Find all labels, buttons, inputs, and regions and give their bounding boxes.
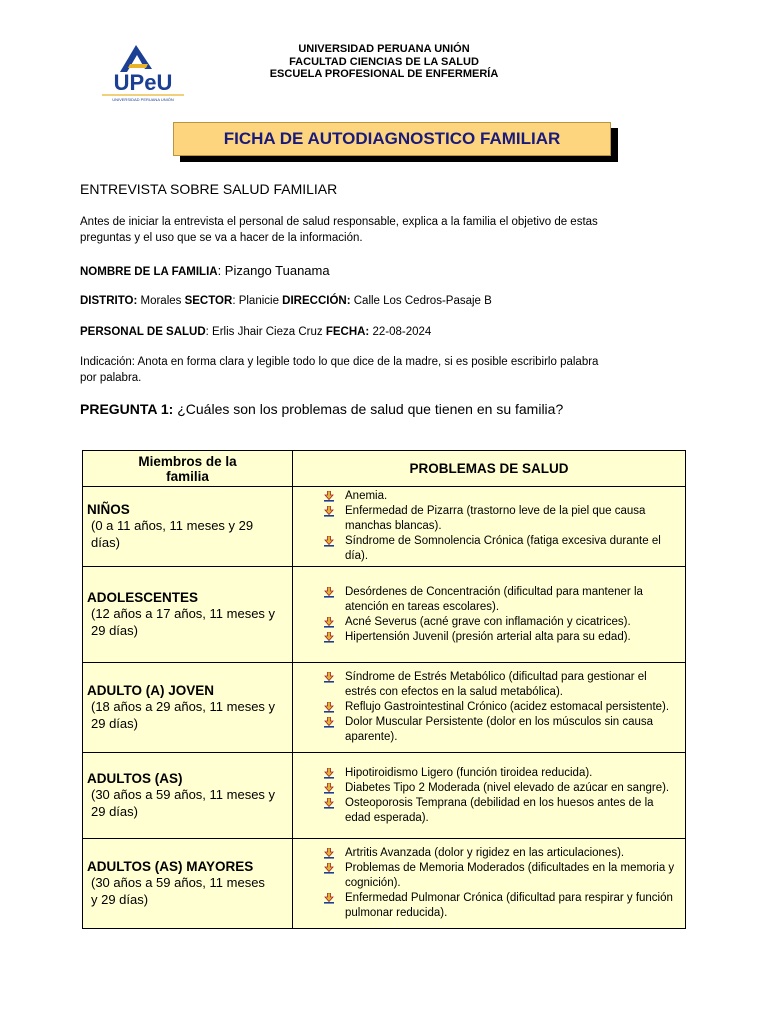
table-row: [83, 663, 686, 753]
down-arrow-bullet-icon: [323, 702, 335, 713]
problem-text: Anemia.: [345, 490, 388, 502]
problem-item: [323, 766, 681, 781]
sector-value: : Planicie: [232, 295, 283, 307]
table-row: [83, 567, 686, 663]
problem-text: Enfermedad de Pizarra (trastorno leve de la piel que causa manchas blancas).: [345, 505, 646, 532]
question-text: ¿Cuáles son los problemas de salud que tienen en su familia?: [173, 401, 564, 417]
health-staff-value: : Erlis Jhair Cieza Cruz: [205, 326, 326, 338]
down-arrow-bullet-icon: [323, 617, 335, 628]
university-header: [230, 43, 538, 81]
district-value: Morales: [137, 295, 185, 307]
location-field: [80, 295, 492, 307]
problem-item: [323, 715, 681, 745]
members-header-line-2: familia: [166, 468, 209, 484]
problems-list: [323, 489, 681, 564]
table-header-row: [83, 451, 686, 487]
member-age-range-line-2: 29 días): [91, 804, 138, 819]
member-age-range-line-1: (30 años a 59 años, 11 meses y: [91, 787, 276, 802]
problem-item: [323, 861, 681, 891]
down-arrow-bullet-icon: [323, 893, 335, 904]
faculty-name: FACULTAD CIENCIAS DE LA SALUD: [289, 55, 479, 68]
document-title: FICHA DE AUTODIAGNOSTICO FAMILIAR: [173, 122, 611, 156]
problem-text: Problemas de Memoria Moderados (dificultades en la memoria y cognición).: [345, 862, 675, 889]
question-label: PREGUNTA 1:: [80, 401, 174, 417]
university-name: UNIVERSIDAD PERUANA UNIÓN: [298, 43, 470, 55]
problem-text: Hipotiroidismo Ligero (función tiroidea reducida).: [345, 766, 593, 779]
problem-text: Desórdenes de Concentración (dificultad para mantener la atención en tareas escolares).: [345, 585, 643, 613]
member-age-range-line-1: (18 años a 29 años, 11 meses y: [91, 699, 276, 714]
member-group-name: ADOLESCENTES: [87, 590, 199, 605]
intro-line-2: preguntas y el uso que se va a hacer de la información.: [80, 231, 363, 244]
down-arrow-bullet-icon: [323, 587, 335, 598]
problem-item: [323, 670, 681, 700]
date-value: 22-08-2024: [369, 326, 432, 338]
table-row: [83, 487, 686, 567]
problem-item: [323, 534, 681, 564]
problem-text: Hipertensión Juvenil (presión arterial alta para su edad).: [345, 630, 631, 643]
member-cell: [83, 567, 293, 663]
member-age-range-line-1: (12 años a 17 años, 11 meses y: [91, 606, 276, 621]
member-cell: [83, 663, 293, 753]
member-group-name: ADULTOS (AS): [87, 771, 183, 786]
problems-list: [323, 585, 681, 645]
members-column-header: [83, 451, 293, 487]
down-arrow-bullet-icon: [323, 798, 335, 809]
table-row: [83, 839, 686, 929]
members-header-line-1: Miembros de la: [138, 453, 237, 469]
member-group-name: NIÑOS: [87, 502, 130, 517]
member-age-range-line-2: días): [91, 535, 120, 550]
health-staff-field: [80, 326, 431, 338]
member-cell: [83, 753, 293, 839]
member-age-range-line-1: (0 a 11 años, 11 meses y 29: [91, 518, 254, 533]
problem-item: [323, 700, 681, 715]
member-age-range-line-1: (30 años a 59 años, 11 meses: [91, 875, 265, 890]
family-name-field: [80, 263, 330, 278]
problems-list: [323, 670, 681, 745]
problem-item: [323, 630, 681, 645]
problem-item: [323, 489, 681, 504]
down-arrow-bullet-icon: [323, 768, 335, 779]
down-arrow-bullet-icon: [323, 632, 335, 643]
problem-text: Osteoporosis Temprana (debilidad en los huesos antes de la edad esperada).: [345, 796, 654, 824]
date-label: FECHA:: [325, 326, 370, 338]
address-value: Calle Los Cedros-Pasaje B: [350, 295, 492, 307]
health-staff-label: PERSONAL DE SALUD: [80, 326, 206, 338]
problem-text: Reflujo Gastrointestinal Crónico (acidez estomacal persistente).: [345, 701, 670, 713]
down-arrow-bullet-icon: [323, 863, 335, 874]
problems-list: [323, 846, 681, 921]
member-age-range-line-2: 29 días): [91, 623, 138, 638]
member-cell: [83, 487, 293, 567]
down-arrow-bullet-icon: [323, 506, 335, 517]
problems-column-header: PROBLEMAS DE SALUD: [293, 451, 686, 487]
family-name-value: : Pizango Tuanama: [217, 263, 330, 278]
problem-item: [323, 891, 681, 921]
problems-cell: [293, 567, 686, 663]
problem-item: [323, 504, 681, 534]
intro-paragraph: [80, 215, 680, 246]
problem-text: Síndrome de Estrés Metabólico (dificultad para gestionar el estrés con efectos en la salud metabólica).: [345, 671, 647, 698]
down-arrow-bullet-icon: [323, 491, 335, 502]
member-group-name: ADULTO (A) JOVEN: [87, 683, 215, 698]
down-arrow-bullet-icon: [323, 717, 335, 728]
problems-cell: [293, 663, 686, 753]
member-group-name: ADULTOS (AS) MAYORES: [87, 859, 254, 874]
down-arrow-bullet-icon: [323, 848, 335, 859]
problem-item: [323, 796, 681, 826]
problem-text: Artritis Avanzada (dolor y rigidez en las articulaciones).: [345, 847, 625, 859]
problems-cell: [293, 839, 686, 929]
address-label: DIRECCIÓN:: [282, 295, 351, 307]
health-problems-table: [82, 450, 686, 929]
problem-item: [323, 615, 681, 630]
problems-cell: [293, 753, 686, 839]
table-row: [83, 753, 686, 839]
problem-text: Enfermedad Pulmonar Crónica (dificultad para respirar y función pulmonar reducida).: [345, 892, 673, 919]
member-age-range-line-2: 29 días): [91, 716, 138, 731]
down-arrow-bullet-icon: [323, 672, 335, 683]
down-arrow-bullet-icon: [323, 783, 335, 794]
sector-label: SECTOR: [184, 295, 233, 307]
question-1: [80, 401, 563, 417]
problem-text: Diabetes Tipo 2 Moderada (nivel elevado de azúcar en sangre).: [345, 781, 670, 794]
problem-item: [323, 781, 681, 796]
logo-text: UPeU: [113, 70, 173, 95]
problem-text: Síndrome de Somnolencia Crónica (fatiga excesiva durante el día).: [345, 535, 661, 562]
instruction-line-2: por palabra.: [80, 371, 142, 384]
problem-item: [323, 846, 681, 861]
instruction-paragraph: [80, 355, 680, 386]
instruction-line-1: Indicación: Anota en forma clara y legible todo lo que dice de la madre, si es posible escribirlo palabra: [80, 356, 599, 368]
problems-list: [323, 766, 681, 826]
problem-text: Dolor Muscular Persistente (dolor en los músculos sin causa aparente).: [345, 716, 654, 743]
problem-item: [323, 585, 681, 615]
member-cell: [83, 839, 293, 929]
member-age-range-line-2: y 29 días): [91, 892, 149, 907]
district-label: DISTRITO:: [80, 295, 138, 307]
intro-line-1: Antes de iniciar la entrevista el personal de salud responsable, explica a la familia el objetivo de estas: [80, 216, 598, 228]
logo-subtext: UNIVERSIDAD PERUANA UNIÓN: [112, 97, 174, 102]
down-arrow-bullet-icon: [323, 536, 335, 547]
problems-cell: [293, 487, 686, 567]
upeu-logo-icon: [100, 42, 186, 106]
problem-text: Acné Severus (acné grave con inflamación y cicatrices).: [345, 615, 631, 628]
upeu-logo: [100, 42, 186, 106]
family-name-label: NOMBRE DE LA FAMILIA: [80, 266, 218, 278]
school-name: ESCUELA PROFESIONAL DE ENFERMERÍA: [269, 68, 499, 80]
interview-subtitle: ENTREVISTA SOBRE SALUD FAMILIAR: [80, 181, 338, 197]
